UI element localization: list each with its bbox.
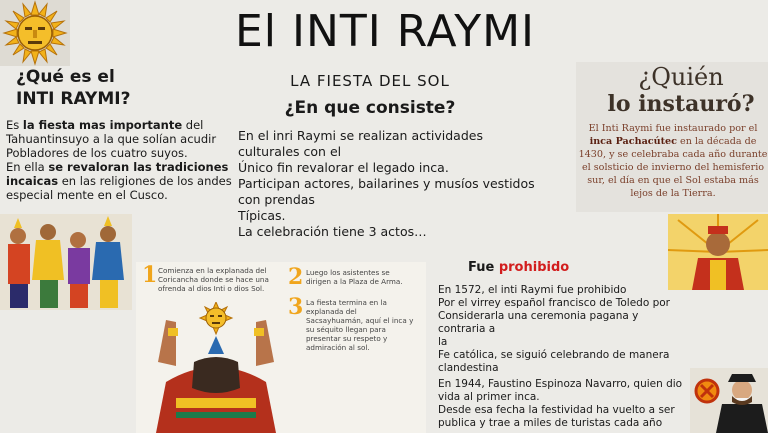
history-line: publica y trae a miles de turistas cada año [438, 417, 663, 429]
prohibited-line: En 1572, el inti Raymi fue prohibido [438, 284, 627, 296]
text-span: en las religiones de los andes especial mente en el Cusco. [6, 174, 232, 202]
page-subtitle: LA FIESTA DEL SOL [290, 72, 450, 90]
prohibited-word: prohibido [498, 260, 570, 275]
text-span: Es [6, 118, 23, 132]
text-span: En ella [6, 160, 49, 174]
what-is-paragraph-1 [6, 118, 236, 160]
consiste-line: En el inri Raymi se realizan actividades [238, 128, 483, 143]
step-text: Comienza en la explanada del Coricancha donde se hace una ofrenda al dios Inti o dios Sol. [158, 266, 269, 293]
what-is-text [6, 118, 236, 202]
history-line: En 1944, Faustino Espinoza Navarro, quien dio [438, 378, 683, 390]
step-text: La fiesta termina en la explanada del Sacsayhuamán, aquí el inca y su séquito llegan para presentar su respeto y admiración al sol. [306, 298, 414, 352]
step-number: 3 [288, 294, 304, 320]
what-is-heading [16, 66, 176, 110]
prohibited-line: clandestina [438, 362, 499, 374]
who-text [578, 122, 768, 200]
consiste-line: Participan actores, bailarines y musíos vestidos [238, 176, 535, 191]
consiste-line: Único fin revalorar el legado inca. [238, 160, 449, 175]
who-heading [596, 64, 766, 118]
page-title: El INTI RAYMI [234, 6, 536, 57]
prohibited-line: Fe católica, se siguió celebrando de manera [438, 349, 670, 361]
bold-text: inca Pachacútec [589, 136, 677, 147]
text-span: en la década de 1430, y se celebraba cada año durante el solsticio de invierno del hemisferio sur, el día en que el Sol estaba más lejos de la Tierra. [578, 136, 768, 199]
text-span: El Inti Raymi fue instaurado por el [588, 123, 758, 134]
inca-dancers-illustration [0, 214, 132, 310]
consiste-line: Típicas. [238, 208, 286, 223]
prohibited-sign-icon [694, 378, 720, 404]
prohibited-line: Por el virrey español francisco de Toledo por [438, 297, 670, 309]
text-span: del Tahuantinsuyo a la que solían acudir Pobladores de los cuatro suyos. [6, 118, 217, 160]
sun-icon [0, 0, 70, 66]
prohibited-heading [468, 260, 569, 275]
inca-pachacutec-illustration [668, 214, 768, 290]
consiste-line: con prendas [238, 192, 315, 207]
steps-panel [136, 262, 426, 433]
bold-text: se revaloran las tradiciones incaicas [6, 160, 229, 188]
prohibited-line: Considerarla una ceremonia pagana y contraria a [438, 310, 639, 335]
step-number: 1 [142, 262, 158, 288]
history-text [438, 378, 688, 430]
consiste-line: La celebración tiene 3 actos… [238, 224, 427, 239]
step-text: Luego los asistentes se dirigen a la Plaza de Arma. [306, 268, 403, 286]
what-is-heading-line1: ¿Qué es el [16, 67, 115, 87]
what-is-paragraph-2 [6, 160, 236, 202]
consiste-line: culturales con el [238, 144, 342, 159]
bold-text: la fiesta mas importante [22, 118, 183, 132]
history-line: Desde esa fecha la festividad ha vuelto a ser [438, 404, 675, 416]
step-number: 2 [288, 264, 304, 290]
inca-ritual-illustration [136, 302, 286, 433]
prohibited-text [438, 284, 688, 375]
history-line: vida al primer inca. [438, 391, 540, 403]
who-heading-line2: lo instauró? [607, 91, 755, 117]
who-heading-line1: ¿Quién [638, 63, 724, 91]
consiste-text [238, 128, 588, 240]
what-is-heading-line2: INTI RAYMI? [16, 89, 131, 109]
text-span: Fue [468, 260, 499, 275]
prohibited-line: la [438, 336, 448, 348]
consiste-heading: ¿En que consiste? [284, 98, 456, 118]
